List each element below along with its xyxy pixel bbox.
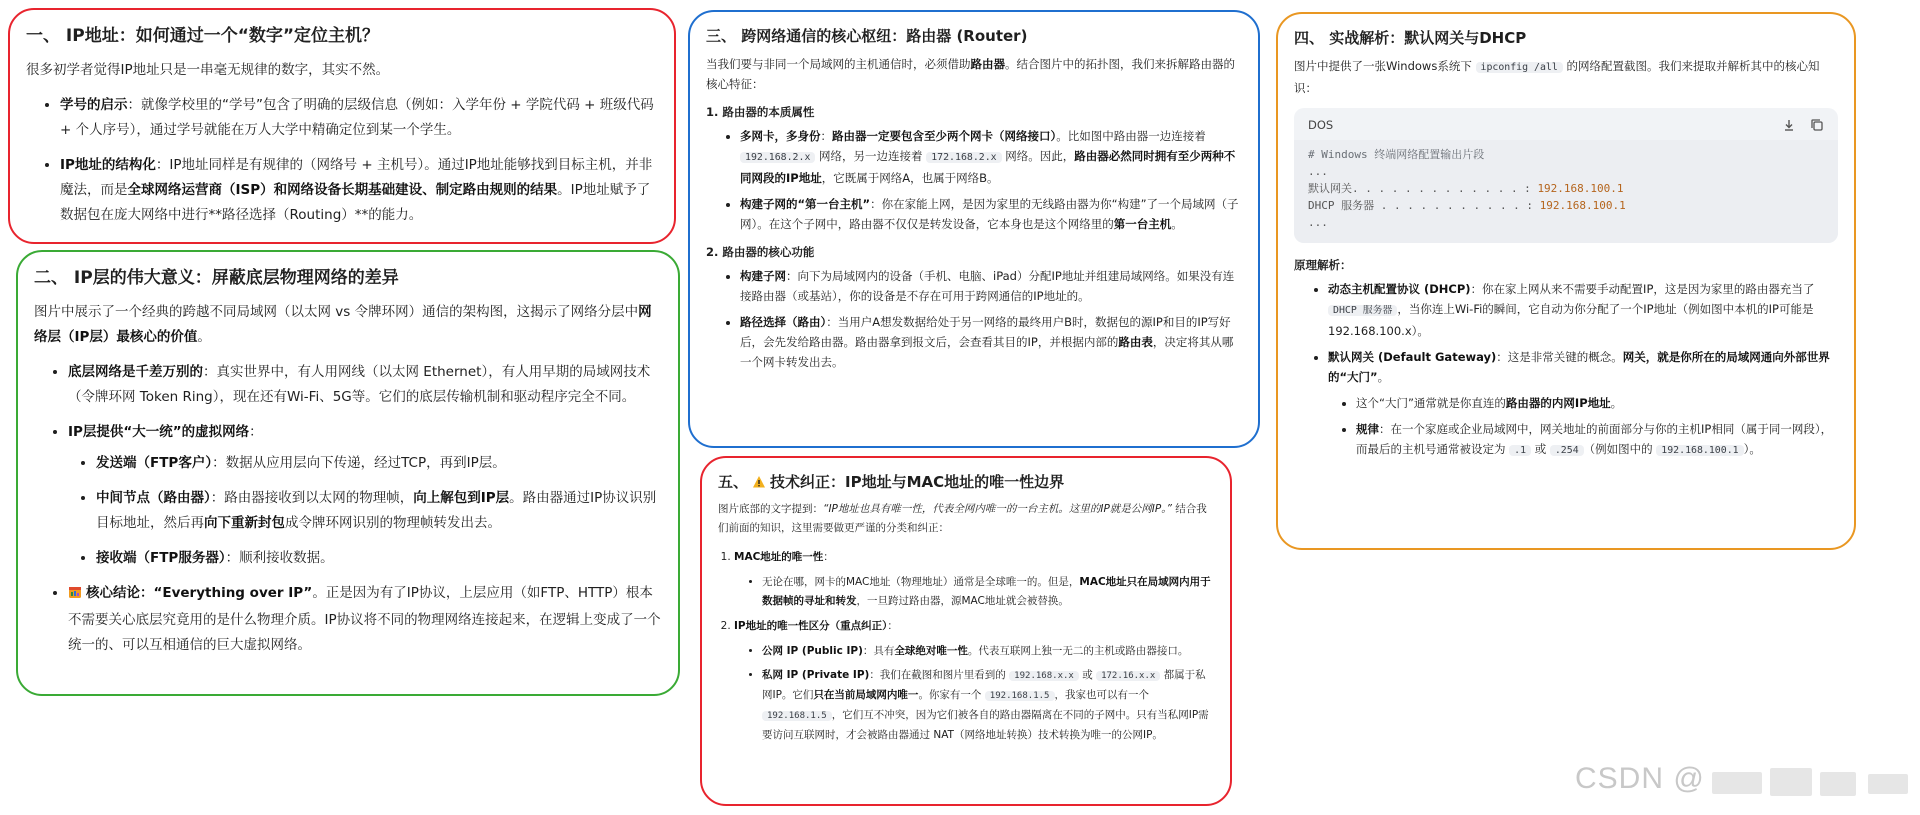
text-run: ：路由器接收到以太网的物理帧， [210,490,414,506]
text-run: ： [820,129,832,143]
text-run: 网络。因此， [1001,149,1075,163]
text-run: ：IP地址同样是有规律的（网络号 + 主机号）。通过IP地址能够找到目标主机，并非魔法，而是 [60,157,653,198]
bold-text: 路由表 [1118,335,1153,349]
text-run: ：这是非常关键的概念。 [1496,350,1623,364]
list-item [734,548,1214,611]
code-text: ... [1308,216,1328,229]
bold-text: IP地址的唯一性区分（重点纠正） [734,620,888,632]
warning-icon [752,474,766,495]
sub-list [68,451,662,571]
card-title-text: 四、 实战解析：默认网关与DHCP [1294,29,1527,47]
text-run: 。正是因为有了IP协议，上层应用（如FTP、HTTP）根本不需要关心底层究竟用的是什么物理介质。IP协议将不同的物理网络连接起来，在逻辑上变成了一个统一的、可以互相通信的巨大虚拟网络。 [68,585,661,653]
code-block-header [1294,108,1838,140]
text-run: 。你家有一个 [918,689,985,701]
inline-code: 192.168.2.x [740,152,815,163]
bold-text: 规律 [1356,422,1379,436]
code-language-label: DOS [1308,118,1334,132]
paragraph [34,300,662,350]
code-value: 192.168.100.1 [1539,199,1626,212]
text-run: 。结合图片中的拓扑图，我们来拆解路由器的核心特征： [706,57,1235,91]
inline-code: 172.168.2.x [926,152,1001,163]
text-run: ：就像学校里的“学号”包含了明确的层级信息（例如：入学年份 + 学院代码 + 班级代码 + 个人序号），通过学号就能在万人大学中精确定位到某一个学生。 [60,97,654,138]
code-text: ... [1308,165,1328,178]
bold-text: 路径选择（路由） [740,315,827,329]
text-run: （例如图中的 [1583,442,1657,456]
inline-code: 192.168.x.x [1009,671,1079,681]
card-title [706,26,1242,47]
text-run: ：你在家能上网，是因为家里的无线路由器为你“构建”了一个局域网（子网）。在这个子网中，路由器不仅仅是转发设备，它本身也是这个网络里的 [740,197,1239,231]
sub-list [734,642,1214,745]
bullet-list [1294,279,1838,461]
inline-code: .1 [1509,445,1531,456]
bold-text: 接收端（FTP服务器） [96,550,226,566]
text-run: ，一旦跨过路由器，源MAC地址就会被替换。 [856,595,1069,607]
text-run: ： [249,424,263,440]
text-run: ：数据从应用层向下传递，经过TCP，再到IP层。 [212,455,506,471]
inline-code: ipconfig /all [1476,62,1563,73]
inline-code: 192.168.1.5 [985,691,1055,701]
text-run: 这个“大门”通常就是你直连的 [1356,396,1506,410]
code-text: DHCP 服务器 . . . . . . . . . . . : [1308,199,1540,212]
code-value: 192.168.100.1 [1537,182,1624,195]
inline-code: 172.16.x.x [1096,671,1160,681]
text-run: 网络，另一边连接着 [815,149,927,163]
inline-code: 192.168.1.5 [762,711,832,721]
list-item [1356,393,1838,413]
list-item [734,617,1214,745]
text-run: 的网络配置截图。我们来提取并解析其中的核心知识： [1294,59,1820,95]
text-run: 无论在哪，网卡的MAC地址（物理地址）通常是全球唯一的。但是， [762,576,1080,588]
bold-text: 路由器必然同时拥有至少两种不同网段的IP地址 [740,149,1236,185]
list-item [740,126,1242,188]
text-run: ）。 [1743,442,1761,456]
bold-text: 发送端（FTP客户） [96,455,213,471]
list-item [762,573,1214,611]
card-title-text: 二、 IP层的伟大意义：屏蔽底层物理网络的差异 [34,268,399,288]
download-icon[interactable] [1782,118,1796,132]
csdn-watermark: CSDN @ [1575,762,1705,795]
text-run: 图片中提供了一张Windows系统下 [1294,59,1476,73]
text-run: 或 [1531,442,1550,456]
list-item [1328,279,1838,341]
list-item [740,266,1242,306]
list-item [68,360,662,410]
bold-text: 中间节点（路由器） [96,490,211,506]
bold-text: 路由器 [970,57,1005,71]
bold-text: 构建子网 [740,269,786,283]
bold-text: 构建子网的“第一台主机” [740,197,871,211]
list-item [740,312,1242,372]
text-run: ： [823,551,834,563]
card-title [1294,28,1838,49]
text-run: ： [887,620,898,632]
text-run: 都属于私网IP。它们 [762,669,1206,701]
section-heading: 2. 路由器的核心功能 [706,245,815,259]
card-tech-correction [700,456,1232,806]
card-title-prefix: 五、 [718,473,749,491]
text-run: 或 [1078,669,1097,681]
text-run: 。IP地址赋予了数据包在庞大网络中进行**路径选择（Routing）**的能力。 [60,182,651,223]
text-run: ：你在家上网从来不需要手动配置IP，这是因为家里的路由器充当了 [1470,282,1815,296]
bold-text: 学号的启示 [60,97,128,113]
card-ip-layer [16,250,680,696]
bold-text: IP层提供“大一统”的虚拟网络 [68,424,250,440]
bold-text: 向上解包到IP层 [413,490,510,506]
bold-text: 第一台主机 [1113,217,1172,231]
code-content [1294,140,1838,243]
list-item [60,153,658,228]
copy-icon[interactable] [1810,118,1824,132]
text-run: 。 [1171,217,1183,231]
sub-list [1328,393,1838,461]
bold-text: MAC地址的唯一性 [734,551,824,563]
card-ip-address [8,8,676,244]
card-title-text: 技术纠正：IP地址与MAC地址的唯一性边界 [770,473,1065,491]
text-run: ：向下为局域网内的设备（手机、电脑、iPad）分配IP地址并组建局域网络。如果没有连接路由器（或基站），你的设备是不存在可用于跨网通信的IP地址的。 [740,269,1235,303]
text-run: 成令牌环网识别的物理帧转发出去。 [285,515,501,531]
bold-text: 全球网络运营商（ISP）和网络设备长期基础建设、制定路由规则的结果 [127,182,558,198]
bold-text: 路由器一定要包含至少两个网卡（网络接口） [832,129,1057,143]
bold-text: 底层网络是千差万别的 [68,364,203,380]
text-run: 。 [1377,370,1390,384]
inline-code: .254 [1550,445,1584,456]
bullet-list [34,360,662,658]
section-heading: 1. 路由器的本质属性 [706,105,815,119]
card-router [688,10,1260,448]
text-run: ，决定将其从哪一个网卡转发出去。 [740,335,1234,369]
text-run: 。比如图中路由器一边连接着 [1056,129,1206,143]
list-item [68,581,662,658]
box-emoji-icon [68,583,82,608]
blurred-username [1820,772,1856,796]
blurred-username [1712,772,1762,794]
bold-text: 私网 IP (Private IP) [762,669,870,681]
bold-text: MAC地址只在局域网内用于数据帧的寻址和转发 [762,576,1211,607]
bold-text: 多网卡，多身份 [740,129,821,143]
text-run: ：我们在截图和图片里看到的 [869,669,1010,681]
list-item [68,420,662,571]
bold-text: IP地址的结构化 [60,157,156,173]
text-run: ：顺利接收数据。 [225,550,334,566]
card-title-text: 三、 跨网络通信的核心枢纽：路由器 (Router) [706,27,1028,45]
card-title [718,472,1214,495]
paragraph [1294,56,1838,98]
bold-text: 核心结论：“Everything over IP” [86,585,313,601]
bullet-list [26,93,658,228]
list-item [60,93,658,143]
list-item [762,666,1214,745]
numbered-list [718,548,1214,745]
card-gateway-dhcp [1276,12,1856,550]
bold-text: 网络层（IP层）最核心的价值 [34,304,652,345]
text-run: 图片中展示了一个经典的跨越不同局域网（以太网 vs 令牌环网）通信的架构图，这揭示了网络分层中 [34,304,639,320]
text-run: ，它们互不冲突，因为它们被各自的路由器隔离在不同的子网中。只有当私网IP需要访问互联网时，才会被路由器通过 NAT（网络地址转换）技术转换为唯一的公网IP。 [762,709,1209,741]
text-run: 当我们要与非同一个局域网的主机通信时，必须借助 [706,57,971,71]
list-item [96,546,662,571]
code-comment: # Windows 终端网络配置输出片段 [1308,148,1485,161]
section-heading: 原理解析： [1294,258,1352,272]
paragraph [706,54,1242,94]
sub-list [734,573,1214,611]
list-item [762,642,1214,661]
bold-text: 路由器的内网IP地址 [1505,396,1611,410]
list-item [96,451,662,476]
code-actions [1782,118,1824,132]
bold-text: 公网 IP (Public IP) [762,645,863,657]
list-item [96,486,662,536]
bold-text: 只在当前局域网内唯一 [813,689,919,701]
blurred-username [1868,774,1908,794]
bullet-list [706,266,1242,372]
text-run: ：当用户A想发数据给处于另一网络的最终用户B时，数据包的源IP和目的IP写好后，会先发给路由器。路由器拿到报文后，会查看其目的IP，并根据内部的 [740,315,1231,349]
text-run: 。 [1610,396,1623,410]
text-run: ：在一个家庭或企业局域网中，网关地址的前面部分与你的主机IP相同（属于同一网段），而最后的主机号通常被设定为 [1356,422,1833,456]
bold-text: 动态主机配置协议 (DHCP) [1328,282,1471,296]
text-run: ，当你连上Wi-Fi的瞬间，它自动为你分配了一个IP地址（例如图中本机的IP可能是 192.168.100.x）。 [1328,302,1814,338]
card-title [34,266,662,290]
list-item [740,194,1242,234]
blurred-username [1770,768,1812,796]
text-run: 结合我们前面的知识，这里需要做更严谨的分类和纠正： [718,503,1207,534]
text-run: 。路由器通过IP协议识别目标地址，然后再 [96,490,657,531]
inline-code: DHCP 服务器 [1328,305,1397,316]
paragraph [26,58,658,83]
text-run: ：具有 [862,645,895,657]
list-item [1328,347,1838,461]
card-title-text: 一、 IP地址：如何通过一个“数字”定位主机？ [26,26,380,46]
text-run: 。代表互联网上独一无二的主机或路由器接口。 [967,645,1189,657]
card-title [26,24,658,48]
text-run: ：真实世界中，有人用网线（以太网 Ethernet），有人用早期的局域网技术（令牌环网 Token Ring），现在还有Wi-Fi、5G等。它们的底层传输机制和驱动程序完全不同。 [68,364,651,405]
bullet-list [706,126,1242,234]
italic-quote: “IP地址也具有唯一性，代表全网内唯一的一台主机。这里的IP就是公网IP。” [823,503,1172,515]
text-run: ，它既属于网络A，也属于网络B。 [821,171,999,185]
bold-text: 向下重新封包 [204,515,285,531]
inline-code: 192.168.100.1 [1656,445,1743,456]
code-block [1294,108,1838,243]
text-run: 图片底部的文字提到： [718,503,823,515]
bold-text: 默认网关 (Default Gateway) [1328,350,1497,364]
code-text: 默认网关. . . . . . . . . . . . . : [1308,182,1538,195]
text-run: 很多初学者觉得IP地址只是一串毫无规律的数字，其实不然。 [26,62,390,78]
list-item [1356,419,1838,461]
text-run: 。 [197,329,211,345]
paragraph [718,500,1214,538]
text-run: ，我家也可以有一个 [1054,689,1149,701]
bold-text: 全球绝对唯一性 [894,645,968,657]
bold-text: 网关，就是你所在的局域网通向外部世界的“大门” [1328,350,1830,384]
